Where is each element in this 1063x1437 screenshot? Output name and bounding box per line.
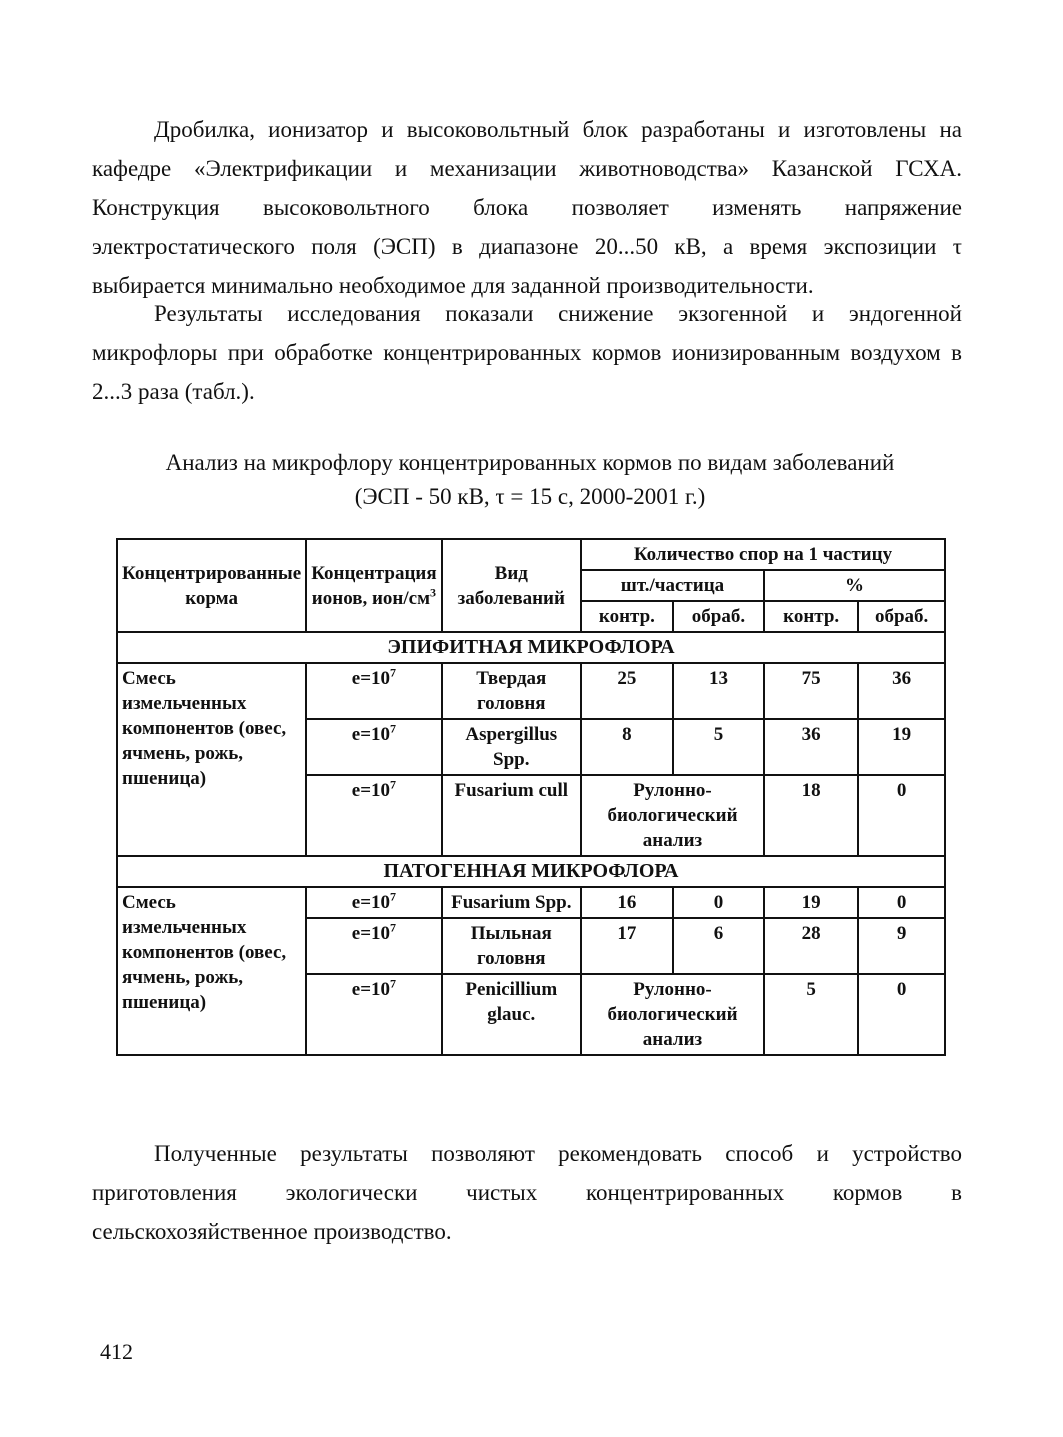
caption-conditions: (ЭСП - 50 кВ, τ = 15 с, 2000-2001 г.)	[354, 484, 706, 509]
table-row	[117, 663, 945, 719]
pct-treat-cell: 9	[858, 918, 945, 974]
section-row-epiphytic	[117, 632, 945, 663]
pct-ctrl-cell: 28	[764, 918, 858, 974]
disease-cell: Penicillium glauc.	[442, 974, 581, 1055]
header-spores: Количество спор на 1 частицу	[581, 539, 945, 570]
conc-base: е=10	[351, 892, 391, 913]
treat-cell: 6	[673, 918, 764, 974]
disease-cell: Твердая головня	[442, 663, 581, 719]
header-concentration-text: Концентрация ионов, ион/см	[311, 562, 437, 609]
header-row-1	[117, 539, 945, 570]
pct-ctrl-cell: 75	[764, 663, 858, 719]
section-epiphytic: ЭПИФИТНАЯ МИКРОФЛОРА	[117, 632, 945, 663]
conc-exp: 7	[390, 976, 397, 991]
disease-cell: Fusarium Spp.	[442, 887, 581, 918]
header-concentration	[306, 539, 441, 632]
conc-cell	[306, 918, 441, 974]
pct-ctrl-cell: 19	[764, 887, 858, 918]
pct-treat-cell: 0	[858, 887, 945, 918]
header-disease: Вид заболеваний	[442, 539, 581, 632]
caption-title: Анализ на микрофлору концентрированных кормов по видам заболеваний	[165, 450, 895, 475]
paragraph-3: Полученные результаты позволяют рекомендовать способ и устройство приготовления экологически чистых концентрированных кормов в сельскохозяйственное производство.	[92, 1141, 962, 1244]
conc-exp: 7	[390, 889, 397, 904]
paragraph-1: Дробилка, ионизатор и высоковольтный блок разработаны и изготовлены на кафедре «Электрификации и механизации животноводства» Казанской ГСХА. Конструкция высоковольтного блока позволяет изменять напряжение электростатического поля (ЭСП) в диапазоне 20...50 кВ, а время экспозиции τ выбирается минимально необходимое для заданной производительности.	[92, 117, 962, 298]
conc-cell	[306, 663, 441, 719]
conc-cell	[306, 974, 441, 1055]
table-row	[117, 887, 945, 918]
conc-cell	[306, 887, 441, 918]
conc-base: е=10	[351, 979, 391, 1000]
header-treated-2: обраб.	[858, 601, 945, 632]
merged-analysis-cell: Рулонно-биологический анализ	[581, 974, 764, 1055]
feed-cell-pathogenic: Смесь измельченных компонентов (овес, ячмень, рожь, пшеница)	[117, 887, 306, 1055]
conc-base: е=10	[351, 724, 391, 745]
pct-treat-cell: 19	[858, 719, 945, 775]
conc-base: е=10	[351, 668, 391, 689]
treat-cell: 5	[673, 719, 764, 775]
disease-cell: Fusarium cull	[442, 775, 581, 856]
header-control-1: контр.	[581, 601, 673, 632]
page-number: 412	[100, 1339, 133, 1364]
conc-base: е=10	[351, 780, 391, 801]
header-percent: %	[764, 570, 945, 601]
conc-exp: 7	[390, 721, 397, 736]
merged-analysis-cell: Рулонно-биологический анализ	[581, 775, 764, 856]
conc-exp: 7	[390, 665, 397, 680]
pct-treat-cell: 0	[858, 974, 945, 1055]
treat-cell: 13	[673, 663, 764, 719]
conc-cell	[306, 719, 441, 775]
disease-cell: Aspergillus Spp.	[442, 719, 581, 775]
microflora-table	[116, 538, 946, 1056]
header-treated-1: обраб.	[673, 601, 764, 632]
pct-treat-cell: 36	[858, 663, 945, 719]
header-per-particle: шт./частица	[581, 570, 764, 601]
ctrl-cell: 25	[581, 663, 673, 719]
conc-base: е=10	[351, 923, 391, 944]
ctrl-cell: 17	[581, 918, 673, 974]
paragraph-2: Результаты исследования показали снижение экзогенной и эндогенной микрофлоры при обработке концентрированных кормов ионизированным воздухом в 2...3 раза (табл.).	[92, 301, 962, 404]
pct-treat-cell: 0	[858, 775, 945, 856]
conc-exp: 7	[390, 777, 397, 792]
pct-ctrl-cell: 18	[764, 775, 858, 856]
section-pathogenic: ПАТОГЕННАЯ МИКРОФЛОРА	[117, 856, 945, 887]
treat-cell: 0	[673, 887, 764, 918]
conc-exp: 7	[390, 920, 397, 935]
disease-cell: Пыльная головня	[442, 918, 581, 974]
feed-cell-epiphytic: Смесь измельченных компонентов (овес, ячмень, рожь, пшеница)	[117, 663, 306, 856]
header-concentration-sup: 3	[430, 585, 437, 600]
ctrl-cell: 8	[581, 719, 673, 775]
header-control-2: контр.	[764, 601, 858, 632]
pct-ctrl-cell: 36	[764, 719, 858, 775]
header-feed: Концентрированные корма	[117, 539, 306, 632]
section-row-pathogenic	[117, 856, 945, 887]
conc-cell	[306, 775, 441, 856]
table-caption	[100, 446, 960, 514]
pct-ctrl-cell: 5	[764, 974, 858, 1055]
ctrl-cell: 16	[581, 887, 673, 918]
